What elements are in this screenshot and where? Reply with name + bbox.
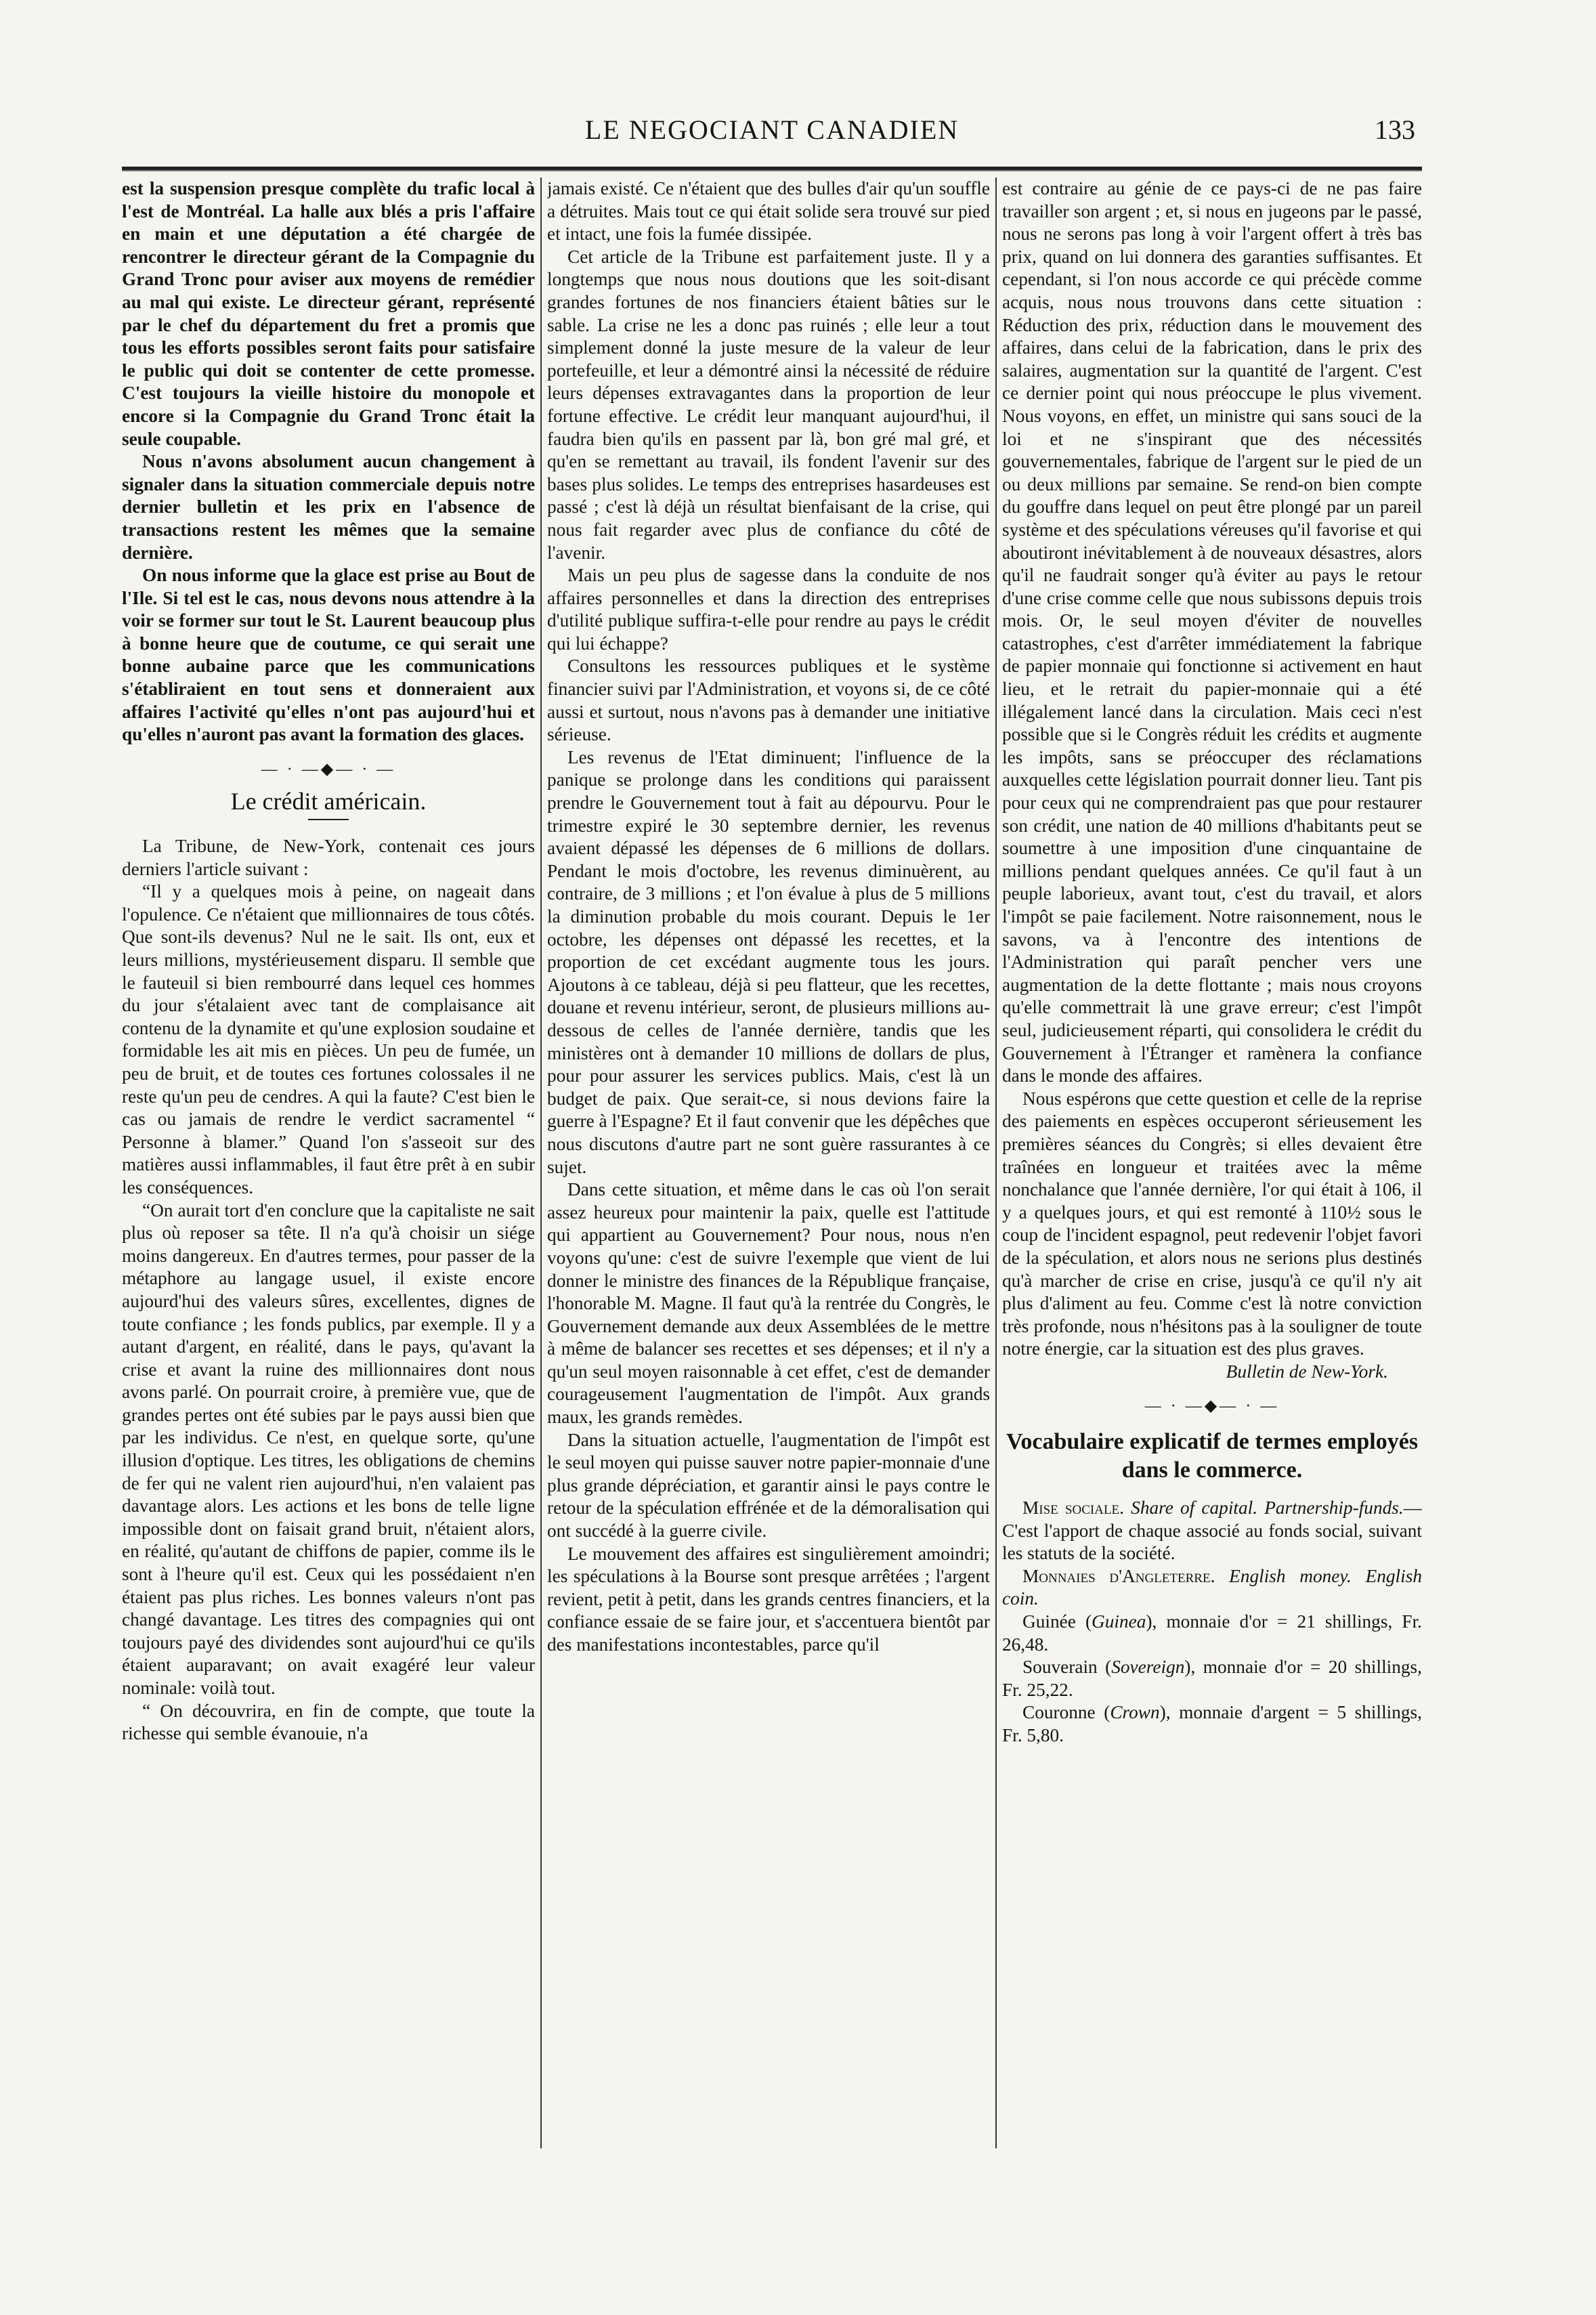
vocab-entry-guinee [1002,1611,1422,1656]
col2-paragraph-3: Mais un peu plus de sagesse dans la conduite de nos affaires personnelles et dans la direction des entreprises d'utilité publique suffira-t-elle pour rendre au pays le crédit qui lui échappe? [547,565,990,654]
col1-paragraph-2: Nous n'avons absolument aucun changement à signaler dans la situation commerciale depuis notre dernier bulletin et les prix en l'absence de transactions restent les mêmes que la semaine dernière. [122,451,535,563]
col1-paragraph-7: “ On découvrira, en fin de compte, que toute la richesse qui semble évanouie, n'a [122,1700,535,1744]
entry-gloss: Sovereign [1111,1657,1185,1678]
entry-gloss: Guinea [1092,1611,1146,1632]
entry-definition: ), monnaie d'argent = 5 shillings, Fr. 5,80. [1002,1702,1422,1745]
entry-gloss: Share of capital. Partnership-funds. [1131,1498,1404,1518]
col1-paragraph-1: est la suspension presque complète du trafic local à l'est de Montréal. La halle aux blés a pris l'affaire en main et une députation a été chargée de rencontrer le directeur gérant de la Compagnie du Grand Tronc pour aviser aux moyens de remédier au mal qui existe. Le directeur gérant, représenté par le chef du département du fret a promis que tous les efforts possibles seront faits pour satisfaire le public qui doit se contenter de cette promesse. C'est toujours la vieille histoire du monopole et encore si la Compagnie du Grand Tronc était la seule coupable. [122,178,535,449]
column-1 [122,177,535,2155]
col2-paragraph-8: Le mouvement des affaires est singulièrement amoindri; les spéculations à la Bourse sont presque arrêtées ; l'argent revient, petit à petit, dans les grands centres financiers, et la confiance essaie de se faire jour, et s'accentuera bientôt par des manifestations incontestables, parce qu'il [547,1543,990,1655]
col2-paragraph-2: Cet article de la Tribune est parfaitement juste. Il y a longtemps que nous nous doutions que les soit-disant grandes fortunes de nos financiers étaient bâties sur le sable. La crise ne les a donc pas ruinés ; elle leur a tout simplement donné la juste mesure de la valeur de leur portefeuille, et leur a démontré ainsi la nécessité de réduire leurs dépenses extravagantes dans la proportion de leur fortune effective. Le crédit leur manquant aujourd'hui, il faudra bien qu'ils en passent par là, bon gré mal gré, et qu'en se remettant au travail, ils fondent l'avenir sur des bases plus solides. Le temps des entreprises hasardeuses est passé ; c'est là déjà un résultat bienfaisant de la crise, qui nous fait regarder avec plus de confiance du côté de l'avenir. [547,246,990,563]
entry-definition: ), monnaie d'or = 21 shillings, Fr. 26,48. [1002,1611,1422,1655]
title-underline [308,819,349,820]
vocab-entry-monnaies-angleterre [1002,1565,1422,1611]
col2-paragraph-4: Consultons les ressources publiques et le système financier suivi par l'Administration, et voyons si, de ce côté aussi et surtout, nous n'avons pas à demander une initiative sérieuse. [547,656,990,745]
column-2 [547,177,990,2155]
col2-paragraph-1: jamais existé. Ce n'étaient que des bulles d'air qu'un souffle a détruites. Mais tout ce qui était solide sera trouvé sur pied et intact, une fois la fumée dissipée. [547,178,990,245]
ornament-divider: — · —◆— · — [261,760,396,778]
entry-gloss: Crown [1110,1702,1160,1723]
vocab-entry-souverain [1002,1656,1422,1701]
column-rule-1 [540,177,542,2148]
col2-paragraph-6: Dans cette situation, et même dans le cas où l'on serait assez heureux pour maintenir la paix, quelle est l'attitude qui appartient au Gouvernement? Pour nous, nous n'en voyons qu'une: c'est de suivre l'exemple que vient de lui donner le ministre des finances de la République française, l'honorable M. Magne. Il faut qu'à la rentrée du Congrès, le Gouvernement demande aux deux Assemblées de le mettre à même de balancer ses recettes et ses dépenses; et il n'y a qu'un seul moyen raisonnable à cet effet, c'est de demander courageusement l'augmentation de l'impôt. Aux grands maux, les grands remèdes. [547,1179,990,1428]
section-title-credit-americain: Le crédit américain. [230,788,427,815]
header-rule [122,167,1422,171]
col3-paragraph-2: Nous espérons que cette question et celle de la reprise des paiements en espèces occuperont sérieusement les premières séances du Congrès; si elles devaient être traînées en longueur et traitées avec la même nonchalance que l'année dernière, l'or qui était à 106, il y a quelques jours, et qui est remonté à 110½ sous le coup de l'incident espagnol, peut redevenir l'objet favori de la spéculation, et alors nous ne serions plus destinés qu'à marcher de crise en crise, jusqu'à ce qu'il n'y ait plus d'aliment au feu. Comme c'est là notre conviction très profonde, nous n'hésitons pas à la souligner de toute notre énergie, car la situation est des plus graves. [1002,1088,1422,1359]
col1-paragraph-3: On nous informe que la glace est prise au Bout de l'Ile. Si tel est le cas, nous devons nous attendre à la voir se former sur tout le St. Laurent beaucoup plus à bonne heure que de coutume, ce qui serait une bonne aubaine parce que les communications s'établiraient en tout sens et donneraient aux affaires l'activité qu'elles n'ont pas aujourd'hui et qu'elles n'auront pas avant la formation des glaces. [122,565,535,745]
vocab-entry-mise-sociale [1002,1497,1422,1565]
col2-paragraph-7: Dans la situation actuelle, l'augmentation de l'impôt est le seul moyen qui puisse sauver notre papier-monnaie d'une plus grande dépréciation, et garantir ainsi le pays contre le retour de la spéculation effrénée et de la démoralisation qui ont succédé à la guerre civile. [547,1429,990,1542]
col1-paragraph-5: “Il y a quelques mois à peine, on nageait dans l'opulence. Ce n'étaient que millionnaires de tous côtés. Que sont-ils devenus? Nul ne le sait. Ils ont, eux et leurs millions, mystérieusement disparu. Il semble que le fauteuil si bien rembourré dans lequel ces hommes du jour s'étalaient avec tant de complaisance ait contenu de la dynamite et qu'une explosion soudaine et formidable les ait mis en pièces. Un peu de fumée, un peu de bruit, et de toutes ces fortunes colossales il ne reste qu'un peu de cendres. A qui la faute? C'est bien le cas ou jamais de rendre le verdict sacramentel “ Personne à blamer.” Quand l'on s'asseoit sur des matières aussi inflammables, il faut être prêt à en subir les conséquences. [122,881,535,1197]
vocab-entry-couronne [1002,1701,1422,1747]
entry-definition: ), monnaie d'or = 20 shillings, Fr. 25,22. [1002,1657,1422,1700]
running-head [129,114,1415,161]
entry-headword: Monnaies d'Angleterre. [1022,1565,1215,1586]
entry-headword: Mise sociale. [1022,1498,1124,1518]
column-rule-2 [995,177,997,2148]
col1-paragraph-4: La Tribune, de New-York, contenait ces jours derniers l'article suivant : [122,836,535,879]
entry-term: Souverain ( [1022,1657,1112,1678]
page-number: 133 [1375,114,1415,145]
entry-definition: —C'est l'apport de chaque associé au fonds social, suivant les statuts de la société. [1002,1498,1422,1564]
col1-paragraph-6: “On aurait tort d'en conclure que la capitaliste ne sait plus où reposer sa tête. Il n'a qu'à choisir un siége moins dangereux. En d'autres termes, pour passer de la métaphore au langage usuel, il existe encore aujourd'hui des valeurs sûres, excellentes, dignes de toute confiance ; les fonds publics, par exemple. Il y a autant d'argent, en réalité, dans le pays, qu'avant la crise et avant la ruine des millionnaires dont nous avons parlé. On pourrait croire, à première vue, que de grandes pertes ont été subies par le pays aussi bien que par les individus. Ce n'est, en quelque sorte, qu'une illusion d'optique. Les titres, les obligations de chemins de fer qui ne valent rien aujourd'hui, n'en valaient pas davantage alors. Les actions et les bons de telle ligne impossible dont on faisait grand bruit, n'étaient alors, en réalité, qu'autant de chiffons de papier, comme ils le sont à l'heure qu'il est. Ceux qui les possédaient n'en étaient pas plus riches. Les bonnes valeurs n'ont pas changé davantage. Les titres des compagnies qui ont toujours payé des dividendes sont aujourd'hui ce qu'ils étaient auparavant; on avait exagéré leur valeur nominale: voilà tout. [122,1199,535,1698]
article-signature: Bulletin de New-York. [1226,1361,1388,1382]
entry-term: Guinée ( [1022,1611,1092,1632]
col3-paragraph-1: est contraire au génie de ce pays-ci de ne pas faire travailler son argent ; et, si nous en jugeons par le passé, nous ne serons pas long à voir l'argent offert à très bas prix, quand on lui donnera des garanties suffisantes. Et cependant, si l'on nous accorde ce qui précède comme acquis, nous nous trouvons dans cette situation : Réduction des prix, réduction dans le mouvement des affaires, dans celui de la fabrication, dans le prix des salaires, augmentation sur la quantité de l'argent. C'est ce dernier point qui nous préoccupe le plus vivement. Nous voyons, en effet, un ministre qui sans souci de la loi et ne s'inspirant que des nécessités gouvernementales, fabrique de l'argent sur le pied de un ou deux millions par semaine. Se rend-on bien compte du gouffre dans lequel on peut être plongé par un pareil système et des spéculations véreuses qu'il favorise et qui aboutiront inévitablement à de nouveaux désastres, alors qu'il ne faudrait songer qu'à éviter au pays le retour d'une crise comme celle que nous subissons depuis trois mois. Or, le seul moyen d'éviter de nouvelles catastrophes, c'est d'arrêter immédiatement la fabrique de papier monnaie qui fonctionne si activement en haut lieu, et le retrait du papier-monnaie qui a été illégalement lancé dans la circulation. Mais ceci n'est possible que si le Congrès réduit les crédits et augmente les impôts, sans se préoccuper des réclamations auxquelles cette législation pourrait donner lieu. Tant pis pour ceux qui ne comprendraient pas que pour restaurer son crédit, une nation de 40 millions d'habitants peut se soumettre à une imposition d'une cinquantaine de millions pendant quelques années. Ce qu'il faut à un peuple laborieux, avant tout, c'est du travail, et alors l'impôt se paie facilement. Notre raisonnement, nous le savons, va à l'encontre des intentions de l'Administration qui paraît pencher vers une augmentation de la dette flottante ; mais nous croyons qu'elle commettrait là une grave erreur; c'est l'impôt seul, judicieusement réparti, qui consolidera le crédit du Gouvernement à l'Étranger et ramènera la confiance dans le monde des affaires. [1002,178,1422,1086]
entry-gloss: English money. English coin. [1002,1565,1422,1609]
entry-term: Couronne ( [1022,1702,1110,1723]
column-3 [1002,177,1422,2155]
ornament-divider-2: — · —◆— · — [1144,1397,1280,1416]
vocabulary-title: Vocabulaire explicatif de termes employés dans le commerce. [1006,1429,1419,1483]
running-title: LE NEGOCIANT CANADIEN [584,114,959,145]
col2-paragraph-5: Les revenus de l'Etat diminuent; l'influence de la panique se prolonge dans les conditions qui paraissent prendre le Gouvernement tout à fait au dépourvu. Pour le trimestre expiré le 30 septembre dernier, les revenus avaient dépassé les dépenses de 6 millions de dollars. Pendant le mois d'octobre, les revenus diminuèrent, au contraire, de 3 millions ; et l'on évalue à plus de 5 millions la diminution probable du mois courant. Depuis le 1er octobre, les dépenses ont dépassé les recettes, et la proportion de cet excédant augmente tous les jours. Ajoutons à ce tableau, déjà si peu flatteur, que les recettes, douane et revenu intérieur, seront, de plusieurs millions au-dessous de celles de l'année dernière, tandis que les ministères ont à demander 10 millions de dollars de plus, pour pour assurer les services publics. Mais, c'est là un budget de paix. Que serait-ce, si nous devions faire la guerre à l'Espagne? Et il faut convenir que les dépêches que nous discutons d'autre part ne sont guère rassurantes à ce sujet. [547,746,990,1177]
